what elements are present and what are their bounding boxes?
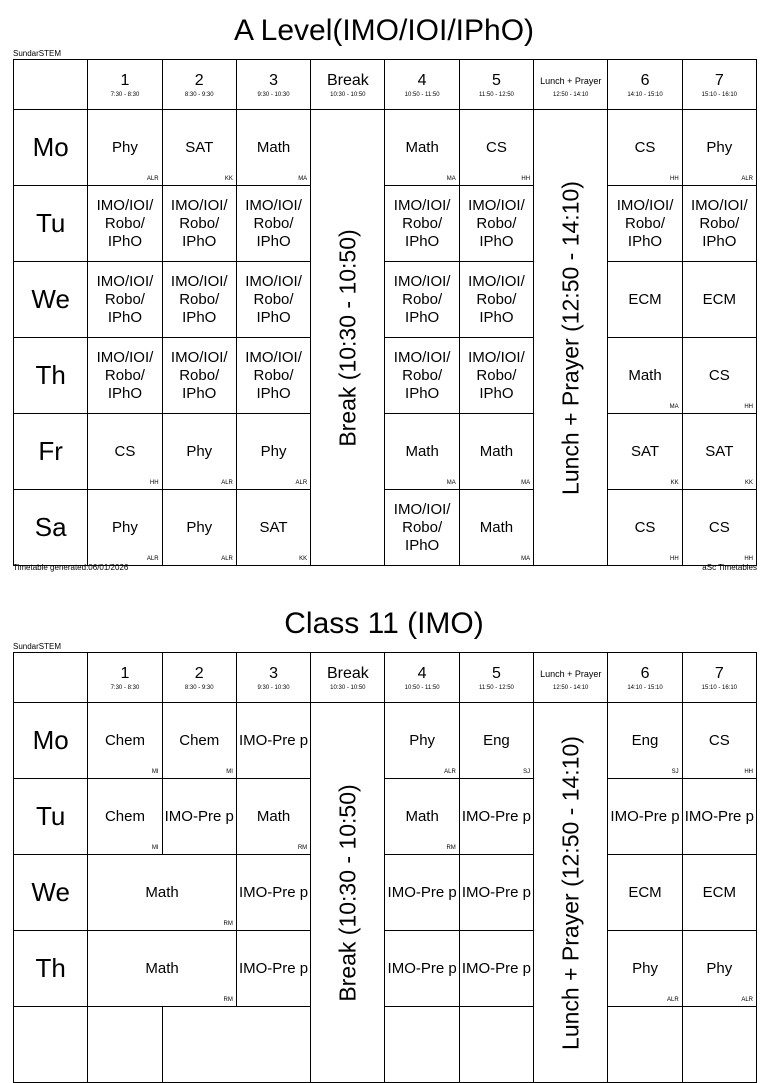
subject: IMO/IOI/ Robo/ IPhO: [96, 272, 154, 326]
lesson-cell: [608, 186, 682, 262]
lesson-cell: [162, 338, 236, 414]
lesson-cell: [162, 490, 236, 566]
lesson-cell: [682, 110, 756, 186]
day-row: [14, 703, 757, 779]
lesson-cell: [385, 931, 459, 1007]
teacher-code: MA: [669, 404, 679, 410]
subject: IMO/IOI/ Robo/ IPhO: [170, 348, 228, 402]
break-cell: [311, 110, 385, 566]
teacher-code: MI: [151, 845, 159, 851]
period-header: [311, 653, 385, 703]
lesson-cell: [682, 1007, 756, 1083]
period-time: 11:50 - 12:50: [478, 91, 514, 98]
period-header: [162, 60, 236, 110]
period-time: 15:10 - 16:10: [701, 684, 738, 691]
day-row: [14, 262, 757, 338]
subject: Math: [145, 883, 179, 901]
lesson-cell: [162, 414, 236, 490]
subject: Chem: [104, 731, 145, 749]
teacher-code: MA: [446, 480, 456, 486]
lesson-cell: [459, 414, 533, 490]
day-label: Sa: [14, 490, 88, 566]
lesson-cell: [88, 262, 162, 338]
teacher-code: ALR: [444, 769, 456, 775]
teacher-code: ALR: [741, 176, 753, 182]
subject: IMO/IOI/ Robo/ IPhO: [96, 196, 154, 250]
period-header: [385, 653, 459, 703]
subject: CS: [486, 138, 507, 156]
footer-generated: Timetable generated:06/01/2026: [13, 563, 129, 572]
period-time: 10:50 - 11:50: [404, 91, 440, 98]
lesson-cell: [459, 110, 533, 186]
day-label: Tu: [14, 779, 88, 855]
period-header: [682, 653, 756, 703]
period-time: 14:10 - 15:10: [627, 684, 663, 691]
lesson-cell: [682, 703, 756, 779]
teacher-code: MA: [521, 480, 531, 486]
lunch-label: Lunch + Prayer (12:50 - 14:10): [557, 735, 584, 1050]
lesson-cell: [162, 703, 236, 779]
lesson-cell: [162, 1007, 311, 1083]
subject: Math: [405, 807, 439, 825]
period-number: 7: [714, 71, 724, 89]
lesson-cell: [385, 262, 459, 338]
period-time: 10:30 - 10:50: [330, 684, 366, 691]
lesson-cell: [385, 110, 459, 186]
teacher-code: KK: [224, 176, 233, 182]
lesson-cell: [608, 931, 682, 1007]
period-number: 3: [269, 664, 278, 682]
subject: IMO/IOI/ Robo/ IPhO: [393, 196, 451, 250]
lesson-cell: [236, 338, 310, 414]
break-label: Break (10:30 - 10:50): [334, 228, 361, 447]
lesson-cell: [682, 855, 756, 931]
lesson-cell: [608, 490, 682, 566]
timetable-grid: [13, 59, 757, 566]
teacher-code: HH: [744, 769, 753, 775]
timetable-title: Class 11 (IMO): [284, 607, 484, 640]
period-number: 4: [417, 664, 427, 682]
lesson-cell: [608, 110, 682, 186]
lesson-cell: [385, 703, 459, 779]
lesson-cell: [236, 779, 310, 855]
lesson-cell: [236, 110, 310, 186]
period-time: 14:10 - 15:10: [627, 91, 663, 98]
subject: IMO/IOI/ Robo/ IPhO: [245, 348, 302, 402]
lunch-label: Lunch + Prayer (12:50 - 14:10): [557, 180, 584, 495]
period-header: [534, 653, 608, 703]
lesson-cell: [682, 338, 756, 414]
lesson-cell: [88, 779, 162, 855]
day-row: [14, 338, 757, 414]
period-header: [608, 60, 682, 110]
lesson-cell: [385, 490, 459, 566]
lesson-cell: [385, 779, 459, 855]
lesson-cell: [608, 262, 682, 338]
subject: IMO/IOI/ Robo/ IPhO: [691, 196, 748, 250]
teacher-code: HH: [521, 176, 531, 182]
lunch-cell: [534, 703, 608, 1083]
subject: Phy: [706, 138, 733, 156]
period-time: 15:10 - 16:10: [701, 91, 738, 98]
teacher-code: MA: [298, 176, 308, 182]
subject: ECM: [628, 290, 662, 308]
day-label: Mo: [14, 110, 88, 186]
corner-cell: [14, 653, 88, 703]
period-header: [459, 653, 533, 703]
subject: IMO/IOI/ Robo/ IPhO: [245, 196, 302, 250]
lesson-cell: [88, 414, 162, 490]
teacher-code: ALR: [741, 997, 753, 1003]
corner-cell: [14, 60, 88, 110]
period-time: 9:30 - 10:30: [257, 684, 290, 691]
lesson-cell: [236, 186, 310, 262]
day-label: Mo: [14, 703, 88, 779]
lesson-cell: [88, 110, 162, 186]
lesson-cell: [608, 779, 682, 855]
period-number: 3: [269, 71, 278, 89]
school-name: SundarSTEM: [13, 642, 62, 651]
subject: Phy: [260, 442, 287, 460]
break-cell: [311, 703, 385, 1083]
lesson-cell: [162, 110, 236, 186]
day-row: [14, 779, 757, 855]
period-time: 10:50 - 11:50: [404, 684, 440, 691]
timetable-title: A Level(IMO/IOI/IPhO): [233, 14, 535, 47]
subject: IMO-Pre p: [684, 807, 754, 825]
header-row: [14, 653, 757, 703]
period-number: 6: [640, 664, 650, 682]
subject: Math: [479, 442, 514, 460]
subject: IMO/IOI/ Robo/ IPhO: [393, 272, 451, 326]
subject: Phy: [112, 138, 138, 156]
period-time: 7:30 - 8:30: [110, 684, 140, 691]
period-number: 6: [640, 71, 650, 89]
teacher-code: KK: [299, 556, 308, 562]
subject: Eng: [631, 731, 659, 749]
period-number: 1: [120, 71, 130, 89]
teacher-code: HH: [744, 556, 753, 562]
teacher-code: HH: [149, 480, 159, 486]
lesson-cell: [682, 779, 756, 855]
day-row: [14, 931, 757, 1007]
teacher-code: MA: [521, 556, 531, 562]
subject: IMO/IOI/ Robo/ IPhO: [393, 500, 451, 554]
subject: ECM: [628, 883, 662, 901]
lesson-cell: [608, 703, 682, 779]
subject: Math: [479, 518, 514, 536]
period-header: [88, 653, 162, 703]
subject: IMO/IOI/ Robo/ IPhO: [468, 196, 525, 250]
teacher-code: MA: [446, 176, 456, 182]
lesson-cell: [88, 703, 162, 779]
break-label: Break (10:30 - 10:50): [334, 783, 361, 1002]
period-header: [236, 60, 310, 110]
teacher-code: KK: [670, 480, 679, 486]
lesson-cell: [459, 490, 533, 566]
lesson-cell: [385, 338, 459, 414]
subject: ECM: [702, 290, 736, 308]
subject: IMO-Pre p: [610, 807, 680, 825]
teacher-code: RM: [446, 845, 456, 851]
subject: IMO-Pre p: [238, 883, 309, 901]
period-time: 8:30 - 9:30: [184, 684, 214, 691]
teacher-code: HH: [744, 404, 753, 410]
lesson-cell: [682, 414, 756, 490]
subject: SAT: [630, 442, 660, 460]
subject: IMO/IOI/ Robo/ IPhO: [170, 272, 228, 326]
lesson-cell: [459, 703, 533, 779]
subject: CS: [114, 442, 136, 460]
lesson-cell: [385, 186, 459, 262]
lesson-cell: [88, 931, 237, 1007]
subject: IMO-Pre p: [461, 959, 532, 977]
period-time: 8:30 - 9:30: [184, 91, 214, 98]
subject: IMO-Pre p: [238, 959, 309, 977]
period-header: [608, 653, 682, 703]
lesson-cell: [459, 262, 533, 338]
period-time: 10:30 - 10:50: [330, 91, 366, 98]
subject: CS: [708, 731, 730, 749]
subject: CS: [708, 518, 730, 536]
teacher-code: HH: [670, 176, 679, 182]
lesson-cell: [459, 855, 533, 931]
subject: Phy: [186, 518, 213, 536]
subject: Math: [256, 807, 291, 825]
period-number: 2: [194, 664, 204, 682]
subject: Math: [405, 442, 439, 460]
day-label: Tu: [14, 186, 88, 262]
teacher-code: RM: [297, 845, 308, 851]
lesson-cell: [385, 414, 459, 490]
teacher-code: ALR: [221, 480, 233, 486]
subject: IMO/IOI/ Robo/ IPhO: [468, 348, 525, 402]
subject: IMO-Pre p: [461, 883, 532, 901]
lesson-cell: [236, 855, 310, 931]
period-header: [162, 653, 236, 703]
period-time: 9:30 - 10:30: [257, 91, 290, 98]
period-number: 7: [714, 664, 724, 682]
day-row: [14, 855, 757, 931]
lesson-cell: [236, 931, 310, 1007]
period-number: 5: [491, 664, 501, 682]
lesson-cell: [162, 262, 236, 338]
subject: Chem: [179, 731, 220, 749]
subject: Math: [256, 138, 291, 156]
subject: CS: [634, 138, 656, 156]
lesson-cell: [385, 855, 459, 931]
period-number: Break: [326, 71, 369, 89]
subject: CS: [634, 518, 656, 536]
day-row: [14, 1007, 757, 1083]
subject: IMO-Pre p: [238, 731, 309, 749]
lesson-cell: [236, 703, 310, 779]
period-number: Lunch + Prayer: [540, 668, 602, 679]
subject: IMO-Pre p: [461, 807, 532, 825]
day-label: We: [14, 262, 88, 338]
lesson-cell: [608, 855, 682, 931]
period-header: [236, 653, 310, 703]
timetable-grid: [13, 652, 757, 1083]
subject: IMO/IOI/ Robo/ IPhO: [616, 196, 674, 250]
lesson-cell: [162, 779, 236, 855]
subject: IMO-Pre p: [387, 959, 457, 977]
subject: IMO/IOI/ Robo/ IPhO: [468, 272, 525, 326]
lesson-cell: [459, 186, 533, 262]
teacher-code: HH: [670, 556, 679, 562]
subject: SAT: [185, 138, 214, 156]
lesson-cell: [88, 1007, 162, 1083]
subject: IMO/IOI/ Robo/ IPhO: [170, 196, 228, 250]
teacher-code: MI: [226, 769, 233, 775]
school-name: SundarSTEM: [13, 49, 62, 58]
lesson-cell: [682, 490, 756, 566]
subject: Phy: [706, 959, 733, 977]
subject: IMO-Pre p: [164, 807, 234, 825]
lesson-cell: [608, 1007, 682, 1083]
subject: Phy: [632, 959, 658, 977]
lesson-cell: [459, 338, 533, 414]
day-label: [14, 1007, 88, 1083]
lesson-cell: [608, 414, 682, 490]
subject: Phy: [186, 442, 213, 460]
subject: IMO-Pre p: [387, 883, 457, 901]
day-label: Th: [14, 931, 88, 1007]
teacher-code: ALR: [667, 997, 679, 1003]
header-row: [14, 60, 757, 110]
lesson-cell: [236, 414, 310, 490]
lesson-cell: [88, 855, 237, 931]
teacher-code: MI: [151, 769, 159, 775]
lunch-cell: [534, 110, 608, 566]
lesson-cell: [88, 338, 162, 414]
lesson-cell: [682, 262, 756, 338]
subject: Chem: [104, 807, 145, 825]
day-row: [14, 110, 757, 186]
subject: IMO/IOI/ Robo/ IPhO: [245, 272, 302, 326]
teacher-code: RM: [223, 921, 233, 927]
period-time: 11:50 - 12:50: [478, 684, 514, 691]
teacher-code: KK: [744, 480, 753, 486]
subject: Math: [628, 366, 662, 384]
subject: Phy: [112, 518, 138, 536]
day-label: Fr: [14, 414, 88, 490]
period-header: [385, 60, 459, 110]
teacher-code: RM: [223, 997, 233, 1003]
lesson-cell: [385, 1007, 459, 1083]
day-row: [14, 490, 757, 566]
subject: IMO/IOI/ Robo/ IPhO: [393, 348, 451, 402]
subject: Math: [145, 959, 179, 977]
day-label: We: [14, 855, 88, 931]
period-number: Break: [326, 664, 369, 682]
period-time: 12:50 - 14:10: [553, 684, 589, 691]
teacher-code: ALR: [295, 480, 308, 486]
lesson-cell: [88, 186, 162, 262]
lesson-cell: [236, 490, 310, 566]
day-label: Th: [14, 338, 88, 414]
period-header: [534, 60, 608, 110]
subject: ECM: [702, 883, 736, 901]
period-number: 5: [491, 71, 501, 89]
lesson-cell: [608, 338, 682, 414]
lesson-cell: [88, 490, 162, 566]
teacher-code: ALR: [221, 556, 233, 562]
subject: IMO/IOI/ Robo/ IPhO: [96, 348, 154, 402]
subject: SAT: [705, 442, 734, 460]
teacher-code: ALR: [146, 176, 159, 182]
teacher-code: ALR: [146, 556, 159, 562]
period-number: Lunch + Prayer: [540, 75, 602, 86]
day-row: [14, 414, 757, 490]
subject: Math: [405, 138, 439, 156]
period-number: 4: [417, 71, 427, 89]
lesson-cell: [682, 186, 756, 262]
lesson-cell: [459, 779, 533, 855]
lesson-cell: [682, 931, 756, 1007]
day-row: [14, 186, 757, 262]
subject: Eng: [483, 731, 510, 749]
lesson-cell: [459, 1007, 533, 1083]
subject: CS: [708, 366, 730, 384]
period-number: 2: [194, 71, 204, 89]
lesson-cell: [236, 262, 310, 338]
period-time: 12:50 - 14:10: [553, 91, 589, 98]
teacher-code: SJ: [523, 769, 531, 775]
period-header: [459, 60, 533, 110]
subject: Phy: [409, 731, 436, 749]
subject: SAT: [259, 518, 288, 536]
period-header: [311, 60, 385, 110]
teacher-code: SJ: [671, 769, 679, 775]
period-header: [682, 60, 756, 110]
period-header: [88, 60, 162, 110]
period-time: 7:30 - 8:30: [110, 91, 140, 98]
period-number: 1: [120, 664, 130, 682]
footer-brand: aSc Timetables: [702, 563, 757, 572]
lesson-cell: [459, 931, 533, 1007]
lesson-cell: [162, 186, 236, 262]
